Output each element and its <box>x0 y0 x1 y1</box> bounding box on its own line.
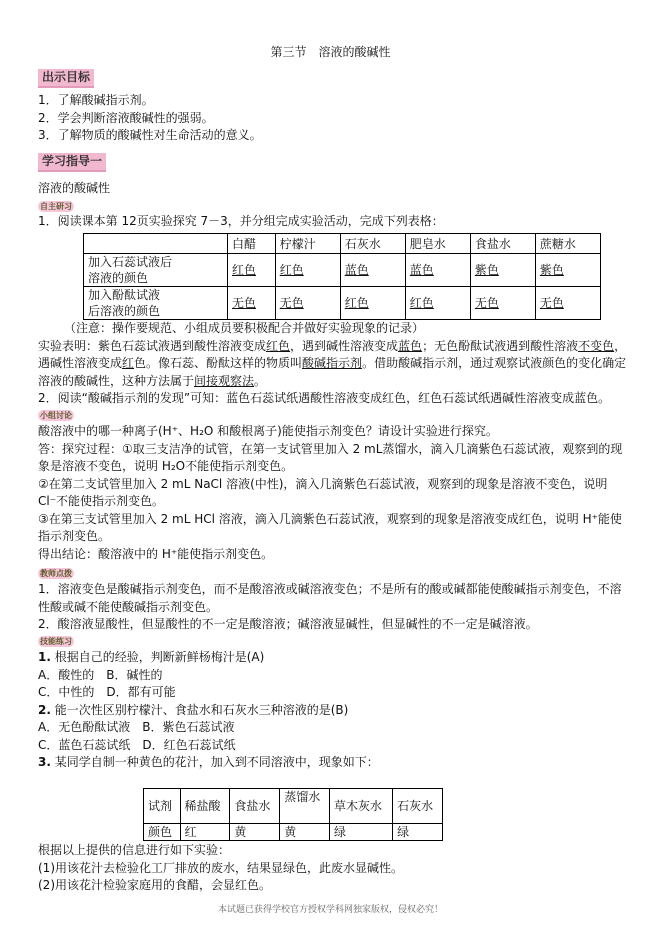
guide1-badge: 学习指导一 <box>38 153 106 172</box>
table-header: 草木灰水 <box>330 789 393 824</box>
table-cell: 黄 <box>280 824 330 841</box>
table-header-row <box>144 789 443 824</box>
table-row <box>84 254 601 287</box>
conclusion-text: 色。像石蕊、酚酞这样的物质叫 <box>134 356 303 370</box>
answer-blank: 红 <box>122 356 135 370</box>
table-cell: 黄 <box>230 824 280 841</box>
table-header: 白醋 <box>228 234 276 254</box>
followup-line: (1)用该花汁去检验化工厂排放的废水，结果显绿色，此废水显碱性。 <box>38 860 404 875</box>
self-study-badge: 自主研习 <box>40 202 72 211</box>
discussion-step: ③在第三支试管里加入 2 mL HCl 溶液，滴入几滴紫色石蕊试液，观察到的现象是溶液变成红色，说明 H⁺能使指示剂变色。 <box>38 511 622 543</box>
discussion-question: 酸溶液中的哪一种离子(H⁺、H₂O 和酸根离子)能使指示剂变色？请设计实验进行探究。 <box>38 424 498 438</box>
conclusion-text: 实验表明：紫色石蕊试液遇到酸性溶液变成 <box>38 338 267 353</box>
conclusion-text: 。 <box>254 373 267 388</box>
objective-item: 2．学会判断溶液酸碱性的强弱。 <box>38 110 214 125</box>
table-row <box>144 824 443 841</box>
answer-blank: 红色 <box>266 338 291 353</box>
row-label-line: 加入酚酞试液 <box>88 288 161 302</box>
objective-item: 3．了解物质的酸碱性对生命活动的意义。 <box>38 128 262 142</box>
row-label-line: 溶液的颜色 <box>88 271 149 285</box>
question <box>38 702 628 720</box>
table-cell: 无色 <box>232 296 257 310</box>
copyright-footer: 本试题已获得学校官方授权学科网独家版权，侵权必究！ <box>217 905 443 915</box>
discussion-step: ②在第二支试管里加入 2 mL NaCl 溶液(中性)，滴入几滴紫色石蕊试液，观察到的现象是溶液不变色，说明 Cl⁻不能使指示剂变色。 <box>38 476 608 508</box>
table-cell: 蓝色 <box>344 263 369 277</box>
row-label-line: 后溶液的颜色 <box>88 304 161 318</box>
table-header: 蒸馏水 <box>280 789 330 824</box>
row-label <box>84 287 228 320</box>
page-title <box>0 43 661 60</box>
row-label-line: 加入石蕊试液后 <box>88 255 173 269</box>
answer-blank: 酸碱指示剂 <box>302 356 363 370</box>
teacher-tips <box>38 581 628 634</box>
question-number: 2. <box>38 702 51 717</box>
table-header: 稀盐酸 <box>180 789 230 824</box>
table-row <box>84 287 601 320</box>
row-label <box>84 254 228 287</box>
table-cell: 红色 <box>232 263 257 277</box>
section-name: 溶液的酸碱性 <box>318 45 391 59</box>
table-header: 食盐水 <box>230 789 280 824</box>
followup-line: (2)用该花汁检验家庭用的食醋，会显红色。 <box>38 878 271 892</box>
self-study-q1: 1．阅读课本第 12页实验探究 7－3，并分组完成实验活动，完成下列表格： <box>38 214 444 228</box>
discussion-conclusion: 得出结论：酸溶液中的 H⁺能使指示剂变色。 <box>38 546 274 561</box>
note: （注意：操作要规范、小组成员要积极配合并做好实验现象的记录） <box>64 321 425 335</box>
answer-blank: 间接观察法 <box>194 373 255 388</box>
table-header: 石灰水 <box>340 234 405 254</box>
table-cell: 绿 <box>330 824 393 841</box>
table-cell: 颜色 <box>144 824 181 841</box>
options: A．无色酚酞试液 B．紫色石蕊试液 <box>38 720 235 734</box>
table-header: 肥皂水 <box>405 234 470 254</box>
conclusion-text: ；无色酚酞试液遇到酸性溶液 <box>422 338 579 353</box>
subtitle: 溶液的酸碱性 <box>38 181 111 195</box>
table-header <box>84 234 228 254</box>
section-number: 第三节 <box>270 45 307 59</box>
conclusion-text: 。借助酸碱指示剂，通过观察试液颜色的变化确定溶液的酸碱性，这种方法属于 <box>38 356 627 388</box>
question-text: 能一次性区别柠檬汁、食盐水和石灰水三种溶液的是(B) <box>54 702 349 717</box>
conclusion-text: ，遇碱性溶液变成 <box>38 338 627 370</box>
objective-item: 1．了解酸碱指示剂。 <box>38 93 154 107</box>
question-text: 某同学自制一种黄色的花汁，加入到不同溶液中，现象如下： <box>54 755 379 769</box>
table-header: 试剂 <box>144 789 181 824</box>
table-cell: 无色 <box>539 296 564 310</box>
question <box>38 754 628 772</box>
skill-practice-badge: 技能练习 <box>40 637 72 646</box>
teacher-tips-badge: 教师点拨 <box>40 569 72 578</box>
discussion <box>38 423 628 563</box>
answer-blank: 蓝色 <box>398 338 423 353</box>
table-header: 石灰水 <box>393 789 443 824</box>
flower-juice-table <box>143 788 443 841</box>
table-cell: 绿 <box>393 824 443 841</box>
experiment-conclusion <box>38 338 628 391</box>
table-cell: 紫色 <box>474 263 499 277</box>
tip-item: 2．酸溶液显酸性，但显酸性的不一定是酸溶液；碱溶液显碱性，但显碱性的不一定是碱溶液。 <box>38 617 538 631</box>
conclusion-text: ，遇到碱性溶液变成 <box>290 338 399 353</box>
table-cell: 红 <box>180 824 230 841</box>
question-number: 1. <box>38 650 51 664</box>
table-cell: 无色 <box>279 296 304 310</box>
answer-blank: 不变色 <box>578 338 615 353</box>
self-study-body <box>38 320 628 408</box>
question <box>38 649 628 667</box>
group-discussion-badge: 小组讨论 <box>40 411 72 420</box>
table-header-row <box>84 234 601 254</box>
question-text: 根据自己的经验，判断新鲜杨梅汁是(A) <box>54 650 265 664</box>
self-study-q2: 2．阅读“酸碱指示剂的发现”可知：蓝色石蕊试纸遇酸性溶液变成红色，红色石蕊试纸遇碱性溶液变成蓝色。 <box>38 391 611 405</box>
table-cell: 无色 <box>474 296 499 310</box>
options: C．蓝色石蕊试纸 D．红色石蕊试纸 <box>38 737 236 752</box>
options: C．中性的 D．都有可能 <box>38 685 176 699</box>
table-cell: 蓝色 <box>409 263 434 277</box>
table-header: 蔗糖水 <box>535 234 600 254</box>
practice <box>38 649 628 772</box>
table-cell: 红色 <box>409 296 434 310</box>
table-cell: 红色 <box>279 263 304 277</box>
table-header: 柠檬汁 <box>275 234 340 254</box>
followup-line: 根据以上提供的信息进行如下实验： <box>38 843 231 857</box>
indicator-table <box>83 233 601 320</box>
objectives-list <box>38 92 628 145</box>
discussion-step: 答：探究过程：①取三支洁净的试管，在第一支试管里加入 2 mL蒸馏水，滴入几滴紫色石蕊试液，观察到的现象是溶液不变色，说明 H₂O不能使指示剂变色。 <box>38 441 623 473</box>
objectives-badge: 出示目标 <box>38 69 94 88</box>
question-number: 3. <box>38 755 51 769</box>
table-header: 食盐水 <box>470 234 535 254</box>
practice-followup <box>38 842 628 895</box>
tip-item: 1．溶液变色是酸碱指示剂变色，而不是酸溶液或碱溶液变色；不是所有的酸或碱都能使酸碱指示剂变色，不溶性酸或碱不能使酸碱指示剂变色。 <box>38 582 622 614</box>
options: A．酸性的 B．碱性的 <box>38 667 163 682</box>
table-cell: 红色 <box>344 296 369 310</box>
table-cell: 紫色 <box>539 263 564 277</box>
